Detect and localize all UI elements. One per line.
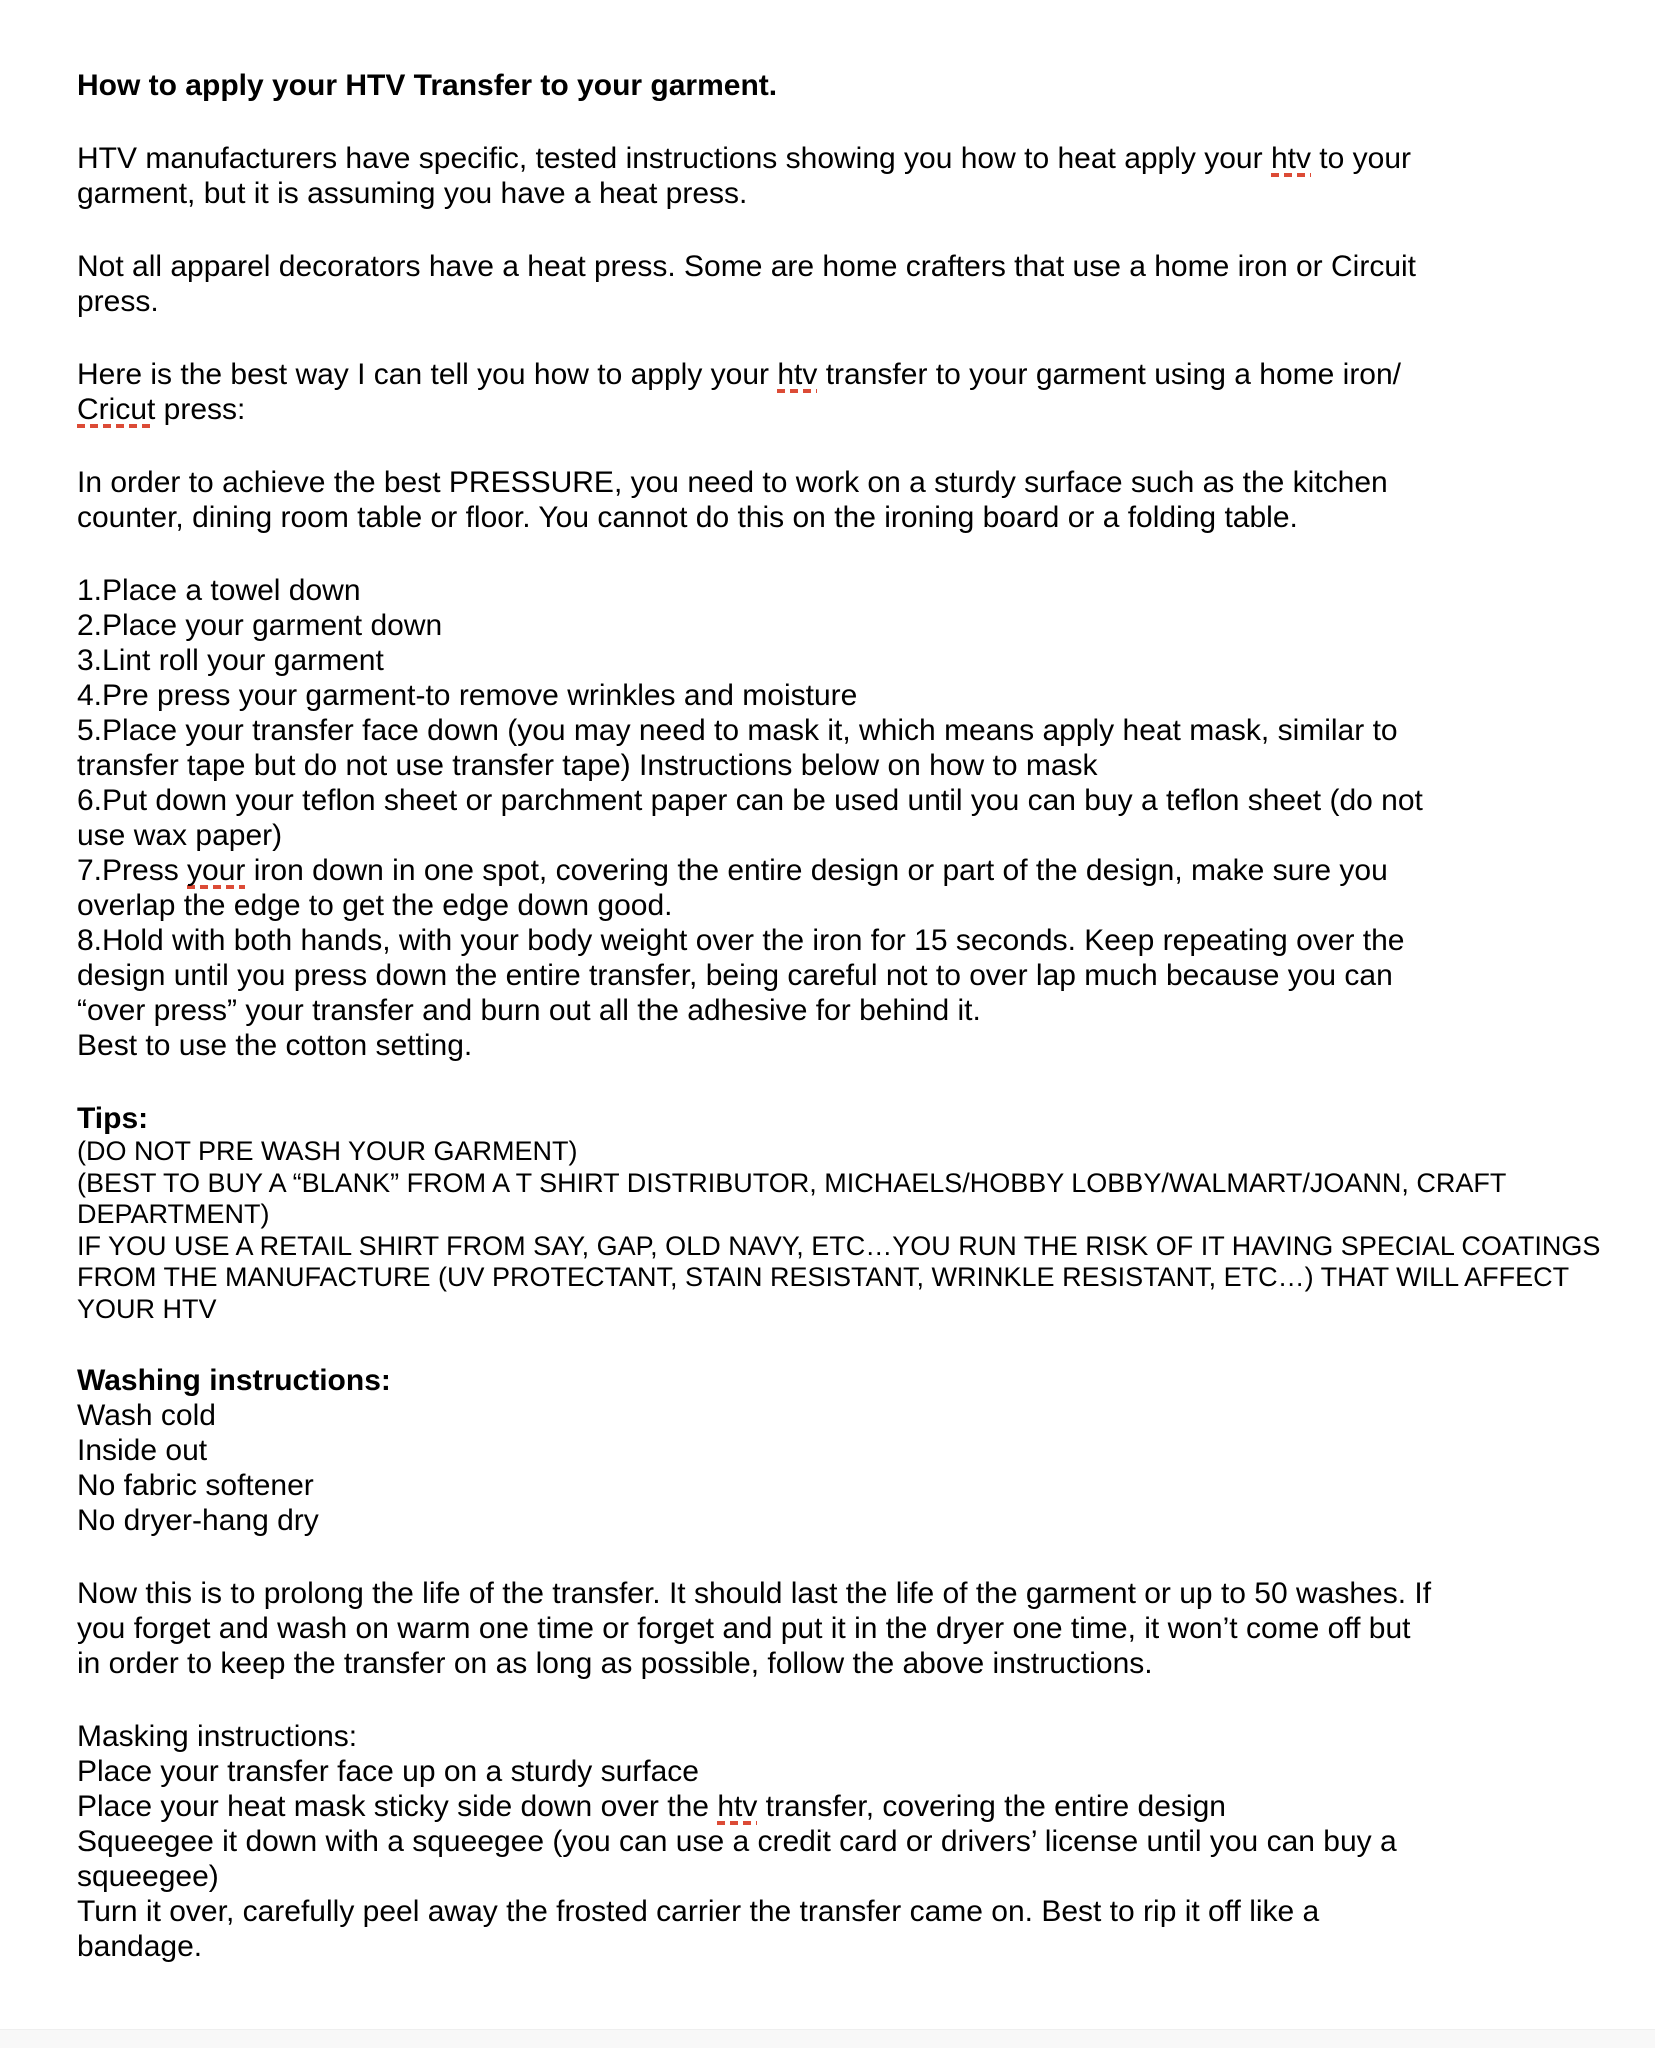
text-line: Turn it over, carefully peel away the frosted carrier the transfer came on. Best to rip it off like a bbox=[77, 1895, 1320, 1928]
text-line: Now this is to prolong the life of the transfer. It should last the life of the garment or up to 50 washes. If bbox=[77, 1577, 1432, 1610]
document-title: How to apply your HTV Transfer to your garment. bbox=[77, 69, 778, 102]
text-line: in order to keep the transfer on as long as possible, follow the above instructions. bbox=[77, 1647, 1153, 1680]
text-line: counter, dining room table or floor. You cannot do this on the ironing board or a folding table. bbox=[77, 501, 1298, 534]
text-line: 1.Place a towel down bbox=[77, 574, 361, 607]
tips-section bbox=[77, 1101, 1600, 1325]
text-line: Place your transfer face up on a sturdy surface bbox=[77, 1755, 699, 1788]
text-line: 4.Pre press your garment-to remove wrinkles and moisture bbox=[77, 679, 858, 712]
text-line: garment, but it is assuming you have a heat press. bbox=[77, 177, 748, 210]
text-line: 7.Press your iron down in one spot, covering the entire design or part of the design, make sure you bbox=[77, 854, 1388, 887]
intro-paragraph-2 bbox=[77, 249, 1600, 319]
text-line: HTV manufacturers have specific, tested instructions showing you how to heat apply your htv to your bbox=[77, 142, 1412, 175]
text-line: Place your heat mask sticky side down over the htv transfer, covering the entire design bbox=[77, 1790, 1226, 1823]
steps-list bbox=[77, 573, 1600, 1063]
text-line: Inside out bbox=[77, 1434, 208, 1467]
text-line: 2.Place your garment down bbox=[77, 609, 443, 642]
misspelled-word: htv bbox=[777, 358, 818, 391]
text-line: YOUR HTV bbox=[77, 1293, 217, 1324]
text-line: In order to achieve the best PRESSURE, you need to work on a sturdy surface such as the kitchen bbox=[77, 466, 1388, 499]
text-line: Not all apparel decorators have a heat press. Some are home crafters that use a home iron or Circuit bbox=[77, 250, 1416, 283]
washing-section-heading: Washing instructions: bbox=[77, 1364, 391, 1397]
misspelled-word: htv bbox=[1270, 142, 1311, 175]
text-line: “over press” your transfer and burn out all the adhesive for behind it. bbox=[77, 994, 981, 1027]
text-line: DEPARTMENT) bbox=[77, 1199, 270, 1229]
misspelled-word: htv bbox=[717, 1790, 758, 1823]
text-line: (BEST TO BUY A “BLANK” FROM A T SHIRT DISTRIBUTOR, MICHAELS/HOBBY LOBBY/WALMART/JOANN, CRAFT bbox=[77, 1167, 1507, 1198]
text-line: 6.Put down your teflon sheet or parchment paper can be used until you can buy a teflon sheet (do not bbox=[77, 784, 1423, 817]
document-blocks bbox=[77, 141, 1600, 1964]
text-line: press. bbox=[77, 285, 159, 318]
pressure-paragraph bbox=[77, 465, 1600, 535]
text-line: Cricut press: bbox=[77, 393, 246, 426]
text-line: 3.Lint roll your garment bbox=[77, 644, 384, 677]
text-line: squeegee) bbox=[77, 1860, 219, 1893]
masking-section bbox=[77, 1719, 1600, 1964]
text-line: FROM THE MANUFACTURE (UV PROTECTANT, STAIN RESISTANT, WRINKLE RESISTANT, ETC…) THAT WILL AFFECT bbox=[77, 1262, 1570, 1292]
text-line: Here is the best way I can tell you how to apply your htv transfer to your garment using a home iron/ bbox=[77, 358, 1402, 391]
intro-paragraph-1 bbox=[77, 141, 1600, 211]
text-line: No dryer-hang dry bbox=[77, 1504, 319, 1537]
text-line: overlap the edge to get the edge down good. bbox=[77, 889, 673, 922]
masking-section-heading: Masking instructions: bbox=[77, 1720, 358, 1753]
text-line: Best to use the cotton setting. bbox=[77, 1029, 473, 1062]
text-line: No fabric softener bbox=[77, 1469, 314, 1502]
washing-section bbox=[77, 1363, 1600, 1538]
longevity-paragraph bbox=[77, 1576, 1600, 1681]
tips-section-heading: Tips: bbox=[77, 1102, 149, 1135]
text-line: 8.Hold with both hands, with your body weight over the iron for 15 seconds. Keep repeating over the bbox=[77, 924, 1405, 957]
misspelled-word: Cricut bbox=[77, 393, 156, 426]
text-line: 5.Place your transfer face down (you may need to mask it, which means apply heat mask, similar to bbox=[77, 714, 1398, 747]
text-line: Squeegee it down with a squeegee (you can use a credit card or drivers’ license until you can buy a bbox=[77, 1825, 1397, 1858]
text-line: design until you press down the entire transfer, being careful not to over lap much because you can bbox=[77, 959, 1393, 992]
text-line: you forget and wash on warm one time or forget and put it in the dryer one time, it won’t come off but bbox=[77, 1612, 1411, 1645]
text-line: (DO NOT PRE WASH YOUR GARMENT) bbox=[77, 1136, 578, 1166]
text-line: use wax paper) bbox=[77, 819, 283, 852]
intro-paragraph-3 bbox=[77, 357, 1600, 427]
text-line: IF YOU USE A RETAIL SHIRT FROM SAY, GAP, OLD NAVY, ETC…YOU RUN THE RISK OF IT HAVING SPECIAL COATINGS bbox=[77, 1230, 1601, 1261]
text-line: transfer tape but do not use transfer tape) Instructions below on how to mask bbox=[77, 749, 1098, 782]
misspelled-word: your bbox=[187, 854, 246, 887]
text-line: Wash cold bbox=[77, 1399, 216, 1432]
text-line: bandage. bbox=[77, 1930, 203, 1963]
footer-bar bbox=[0, 2029, 1655, 2048]
